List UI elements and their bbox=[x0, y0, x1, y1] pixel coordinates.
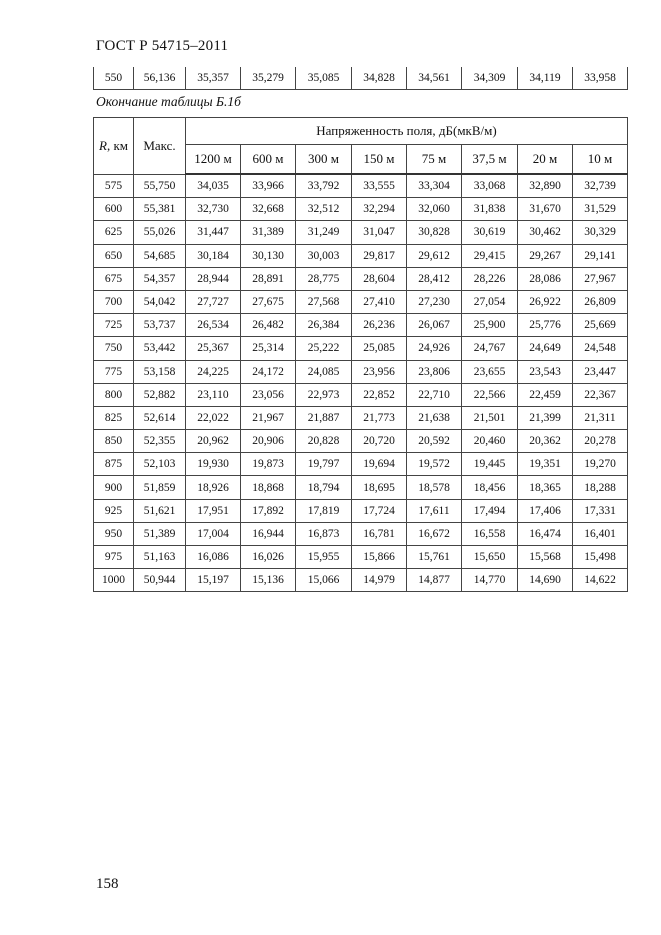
previous-page-row-table bbox=[93, 67, 628, 90]
table-cell: 17,819 bbox=[296, 499, 352, 522]
table-row bbox=[94, 476, 628, 499]
table-cell: 34,309 bbox=[462, 67, 518, 90]
table-cell: 29,817 bbox=[352, 244, 407, 267]
table-cell: 20,906 bbox=[241, 430, 296, 453]
table-cell: 51,621 bbox=[134, 499, 186, 522]
table-cell: 700 bbox=[94, 290, 134, 313]
table-cell: 16,026 bbox=[241, 546, 296, 569]
table-cell: 27,727 bbox=[186, 290, 241, 313]
column-header-max: Макс. bbox=[134, 118, 186, 175]
table-cell: 16,474 bbox=[518, 522, 573, 545]
table-cell: 54,685 bbox=[134, 244, 186, 267]
table-cell: 18,365 bbox=[518, 476, 573, 499]
table-cell: 23,447 bbox=[573, 360, 628, 383]
table-cell: 25,669 bbox=[573, 314, 628, 337]
table-cell: 29,141 bbox=[573, 244, 628, 267]
table-cell: 54,357 bbox=[134, 267, 186, 290]
table-cell: 53,737 bbox=[134, 314, 186, 337]
table-cell: 35,357 bbox=[186, 67, 241, 90]
table-cell: 32,060 bbox=[407, 198, 462, 221]
table-cell: 24,172 bbox=[241, 360, 296, 383]
table-cell: 53,442 bbox=[134, 337, 186, 360]
table-cell: 20,362 bbox=[518, 430, 573, 453]
table-cell: 26,534 bbox=[186, 314, 241, 337]
table-cell: 31,529 bbox=[573, 198, 628, 221]
table-cell: 23,655 bbox=[462, 360, 518, 383]
table-row bbox=[94, 174, 628, 198]
table-row bbox=[94, 569, 628, 592]
table-cell: 17,724 bbox=[352, 499, 407, 522]
table-cell: 52,355 bbox=[134, 430, 186, 453]
table-row bbox=[94, 267, 628, 290]
table-cell: 23,806 bbox=[407, 360, 462, 383]
document-header: ГОСТ Р 54715–2011 bbox=[96, 38, 229, 54]
table-cell: 975 bbox=[94, 546, 134, 569]
table-cell: 28,412 bbox=[407, 267, 462, 290]
table-cell: 675 bbox=[94, 267, 134, 290]
table-cell: 1000 bbox=[94, 569, 134, 592]
table-cell: 32,512 bbox=[296, 198, 352, 221]
table-cell: 30,130 bbox=[241, 244, 296, 267]
table-cell: 21,311 bbox=[573, 406, 628, 429]
table-cell: 825 bbox=[94, 406, 134, 429]
table-cell: 22,022 bbox=[186, 406, 241, 429]
table-cell: 25,222 bbox=[296, 337, 352, 360]
table-cell: 950 bbox=[94, 522, 134, 545]
table-cell: 25,900 bbox=[462, 314, 518, 337]
table-row bbox=[94, 198, 628, 221]
table-cell: 26,384 bbox=[296, 314, 352, 337]
table-cell: 925 bbox=[94, 499, 134, 522]
table-cell: 850 bbox=[94, 430, 134, 453]
table-cell: 32,294 bbox=[352, 198, 407, 221]
table-cell: 17,406 bbox=[518, 499, 573, 522]
table-cell: 22,973 bbox=[296, 383, 352, 406]
table-cell: 29,612 bbox=[407, 244, 462, 267]
table-cell: 23,956 bbox=[352, 360, 407, 383]
table-row bbox=[94, 499, 628, 522]
table-cell: 31,447 bbox=[186, 221, 241, 244]
table-cell: 27,054 bbox=[462, 290, 518, 313]
column-header-height: 150 м bbox=[352, 145, 407, 175]
table-cell: 31,389 bbox=[241, 221, 296, 244]
column-header-height: 10 м bbox=[573, 145, 628, 175]
table-cell: 28,891 bbox=[241, 267, 296, 290]
table-cell: 16,672 bbox=[407, 522, 462, 545]
table-cell: 30,184 bbox=[186, 244, 241, 267]
table-cell: 35,085 bbox=[296, 67, 352, 90]
table-cell: 21,501 bbox=[462, 406, 518, 429]
table-cell: 53,158 bbox=[134, 360, 186, 383]
table-cell: 26,236 bbox=[352, 314, 407, 337]
table-cell: 25,314 bbox=[241, 337, 296, 360]
table-cell: 20,720 bbox=[352, 430, 407, 453]
table-cell: 17,892 bbox=[241, 499, 296, 522]
table-cell: 55,750 bbox=[134, 174, 186, 198]
table-cell: 19,270 bbox=[573, 453, 628, 476]
table-cell: 18,456 bbox=[462, 476, 518, 499]
table-cell: 32,739 bbox=[573, 174, 628, 198]
table-cell: 20,460 bbox=[462, 430, 518, 453]
table-cell: 775 bbox=[94, 360, 134, 383]
table-cell: 55,026 bbox=[134, 221, 186, 244]
table-cell: 22,566 bbox=[462, 383, 518, 406]
table-cell: 30,003 bbox=[296, 244, 352, 267]
column-header-height: 1200 м bbox=[186, 145, 241, 175]
table-cell: 29,415 bbox=[462, 244, 518, 267]
table-cell: 24,926 bbox=[407, 337, 462, 360]
table-cell: 24,767 bbox=[462, 337, 518, 360]
table-cell: 52,614 bbox=[134, 406, 186, 429]
table-cell: 32,890 bbox=[518, 174, 573, 198]
table-cell: 17,951 bbox=[186, 499, 241, 522]
table-cell: 14,979 bbox=[352, 569, 407, 592]
table-cell: 900 bbox=[94, 476, 134, 499]
table-cell: 23,543 bbox=[518, 360, 573, 383]
table-cell: 35,279 bbox=[241, 67, 296, 90]
table-cell: 22,459 bbox=[518, 383, 573, 406]
table-cell: 28,944 bbox=[186, 267, 241, 290]
table-cell: 17,611 bbox=[407, 499, 462, 522]
table-row bbox=[94, 337, 628, 360]
table-cell: 15,066 bbox=[296, 569, 352, 592]
table-row bbox=[94, 522, 628, 545]
table-cell: 16,086 bbox=[186, 546, 241, 569]
table-cell: 30,619 bbox=[462, 221, 518, 244]
table-cell: 28,086 bbox=[518, 267, 573, 290]
table-cell: 19,572 bbox=[407, 453, 462, 476]
table-cell: 15,136 bbox=[241, 569, 296, 592]
table-cell: 21,638 bbox=[407, 406, 462, 429]
column-header-height: 600 м bbox=[241, 145, 296, 175]
table-cell: 24,548 bbox=[573, 337, 628, 360]
table-cell: 28,775 bbox=[296, 267, 352, 290]
table-row bbox=[94, 314, 628, 337]
table-cell: 800 bbox=[94, 383, 134, 406]
table-cell: 18,695 bbox=[352, 476, 407, 499]
table-row bbox=[94, 430, 628, 453]
table-cell: 51,163 bbox=[134, 546, 186, 569]
table-cell: 27,967 bbox=[573, 267, 628, 290]
table-row bbox=[94, 221, 628, 244]
table-cell: 31,249 bbox=[296, 221, 352, 244]
table-cell: 24,225 bbox=[186, 360, 241, 383]
table-cell: 29,267 bbox=[518, 244, 573, 267]
table-cell: 16,944 bbox=[241, 522, 296, 545]
table-cell: 20,278 bbox=[573, 430, 628, 453]
table-cell: 26,482 bbox=[241, 314, 296, 337]
column-header-height: 75 м bbox=[407, 145, 462, 175]
table-cell: 30,828 bbox=[407, 221, 462, 244]
table-row bbox=[94, 546, 628, 569]
table-continuation-caption: Окончание таблицы Б.1б bbox=[96, 94, 241, 109]
table-cell: 16,558 bbox=[462, 522, 518, 545]
table-cell: 19,351 bbox=[518, 453, 573, 476]
table-cell: 33,958 bbox=[573, 67, 628, 90]
table-cell: 52,882 bbox=[134, 383, 186, 406]
table-cell: 875 bbox=[94, 453, 134, 476]
table-cell: 15,197 bbox=[186, 569, 241, 592]
table-cell: 24,085 bbox=[296, 360, 352, 383]
table-cell: 18,926 bbox=[186, 476, 241, 499]
table-cell: 15,650 bbox=[462, 546, 518, 569]
table-cell: 50,944 bbox=[134, 569, 186, 592]
table-cell: 15,498 bbox=[573, 546, 628, 569]
table-cell: 27,230 bbox=[407, 290, 462, 313]
table-cell: 31,047 bbox=[352, 221, 407, 244]
table-cell: 21,887 bbox=[296, 406, 352, 429]
column-header-distance bbox=[94, 118, 134, 175]
table-cell: 26,809 bbox=[573, 290, 628, 313]
table-cell: 52,103 bbox=[134, 453, 186, 476]
table-cell: 16,781 bbox=[352, 522, 407, 545]
table-cell: 34,828 bbox=[352, 67, 407, 90]
table-cell: 550 bbox=[94, 67, 134, 90]
table-cell: 575 bbox=[94, 174, 134, 198]
table-cell: 15,568 bbox=[518, 546, 573, 569]
table-cell: 14,877 bbox=[407, 569, 462, 592]
table-cell: 25,367 bbox=[186, 337, 241, 360]
table-cell: 22,852 bbox=[352, 383, 407, 406]
table-cell: 17,494 bbox=[462, 499, 518, 522]
table-cell: 14,770 bbox=[462, 569, 518, 592]
table-cell: 25,085 bbox=[352, 337, 407, 360]
table-cell: 31,670 bbox=[518, 198, 573, 221]
table-cell: 15,955 bbox=[296, 546, 352, 569]
table-cell: 16,873 bbox=[296, 522, 352, 545]
table-cell: 17,004 bbox=[186, 522, 241, 545]
table-cell: 24,649 bbox=[518, 337, 573, 360]
table-row bbox=[94, 406, 628, 429]
table-cell: 16,401 bbox=[573, 522, 628, 545]
table-cell: 27,675 bbox=[241, 290, 296, 313]
table-cell: 25,776 bbox=[518, 314, 573, 337]
table-cell: 750 bbox=[94, 337, 134, 360]
table-cell: 27,410 bbox=[352, 290, 407, 313]
table-cell: 600 bbox=[94, 198, 134, 221]
table-cell: 56,136 bbox=[134, 67, 186, 90]
column-header-height: 300 м bbox=[296, 145, 352, 175]
table-row bbox=[94, 67, 628, 90]
table-row bbox=[94, 290, 628, 313]
table-cell: 625 bbox=[94, 221, 134, 244]
table-cell: 19,930 bbox=[186, 453, 241, 476]
table-cell: 33,792 bbox=[296, 174, 352, 198]
table-cell: 26,067 bbox=[407, 314, 462, 337]
table-cell: 33,304 bbox=[407, 174, 462, 198]
table-cell: 19,873 bbox=[241, 453, 296, 476]
table-cell: 20,828 bbox=[296, 430, 352, 453]
column-header-height: 20 м bbox=[518, 145, 573, 175]
table-cell: 19,797 bbox=[296, 453, 352, 476]
table-cell: 725 bbox=[94, 314, 134, 337]
table-cell: 32,730 bbox=[186, 198, 241, 221]
table-cell: 30,462 bbox=[518, 221, 573, 244]
table-cell: 31,838 bbox=[462, 198, 518, 221]
table-cell: 33,555 bbox=[352, 174, 407, 198]
table-cell: 21,399 bbox=[518, 406, 573, 429]
table-cell: 20,592 bbox=[407, 430, 462, 453]
table-cell: 21,967 bbox=[241, 406, 296, 429]
table-cell: 19,694 bbox=[352, 453, 407, 476]
table-cell: 21,773 bbox=[352, 406, 407, 429]
table-cell: 27,568 bbox=[296, 290, 352, 313]
table-cell: 28,604 bbox=[352, 267, 407, 290]
table-cell: 18,868 bbox=[241, 476, 296, 499]
table-row bbox=[94, 244, 628, 267]
table-cell: 14,690 bbox=[518, 569, 573, 592]
table-cell: 14,622 bbox=[573, 569, 628, 592]
table-cell: 22,367 bbox=[573, 383, 628, 406]
table-cell: 23,110 bbox=[186, 383, 241, 406]
table-cell: 15,866 bbox=[352, 546, 407, 569]
table-cell: 33,966 bbox=[241, 174, 296, 198]
table-cell: 30,329 bbox=[573, 221, 628, 244]
table-cell: 26,922 bbox=[518, 290, 573, 313]
table-cell: 19,445 bbox=[462, 453, 518, 476]
table-row bbox=[94, 383, 628, 406]
table-cell: 51,389 bbox=[134, 522, 186, 545]
table-cell: 32,668 bbox=[241, 198, 296, 221]
column-group-header: Напряженность поля, дБ(мкВ/м) bbox=[186, 118, 628, 145]
table-cell: 51,859 bbox=[134, 476, 186, 499]
table-cell: 15,761 bbox=[407, 546, 462, 569]
table-row bbox=[94, 453, 628, 476]
table-cell: 34,119 bbox=[518, 67, 573, 90]
table-cell: 34,035 bbox=[186, 174, 241, 198]
table-row bbox=[94, 360, 628, 383]
table-cell: 18,578 bbox=[407, 476, 462, 499]
table-cell: 55,381 bbox=[134, 198, 186, 221]
table-cell: 22,710 bbox=[407, 383, 462, 406]
table-cell: 33,068 bbox=[462, 174, 518, 198]
table-cell: 20,962 bbox=[186, 430, 241, 453]
field-strength-table bbox=[93, 117, 628, 592]
table-cell: 650 bbox=[94, 244, 134, 267]
table-cell: 34,561 bbox=[407, 67, 462, 90]
column-header-r-unit: , км bbox=[106, 137, 128, 153]
table-cell: 23,056 bbox=[241, 383, 296, 406]
page-number: 158 bbox=[96, 876, 119, 892]
column-header-r-symbol: R bbox=[99, 137, 107, 153]
table-cell: 17,331 bbox=[573, 499, 628, 522]
table-cell: 18,794 bbox=[296, 476, 352, 499]
table-cell: 28,226 bbox=[462, 267, 518, 290]
table-cell: 18,288 bbox=[573, 476, 628, 499]
table-cell: 54,042 bbox=[134, 290, 186, 313]
column-header-height: 37,5 м bbox=[462, 145, 518, 175]
